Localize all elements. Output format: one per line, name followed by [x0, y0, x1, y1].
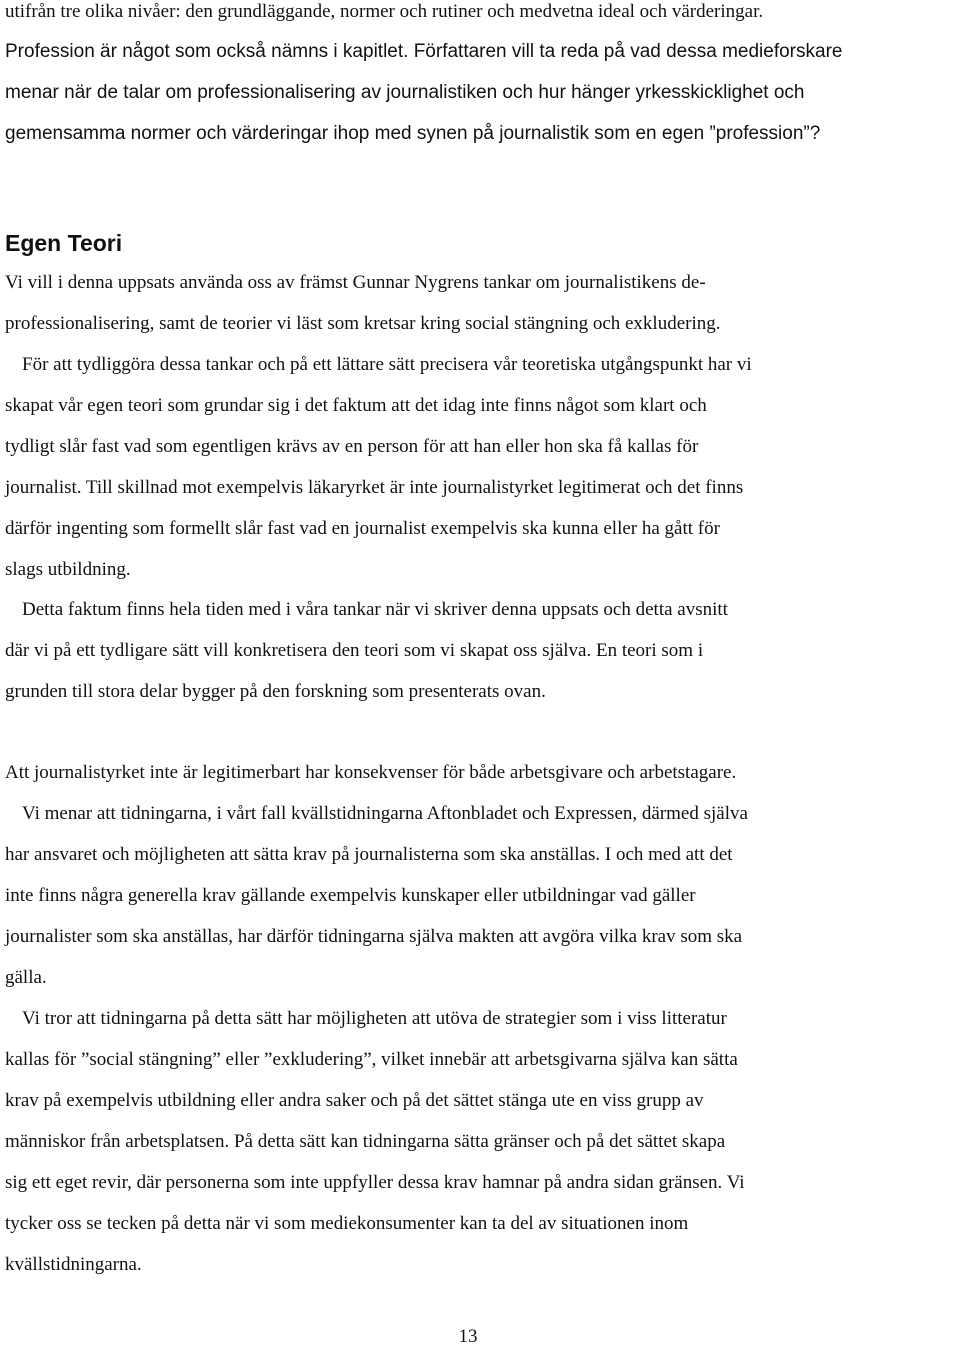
text-line: slags utbildning.	[5, 559, 131, 580]
page-number: 13	[458, 1326, 478, 1347]
text-line: sig ett eget revir, där personerna som inte uppfyller dessa krav hamnar på andra sidan gränsen. Vi	[5, 1172, 745, 1193]
text-line: Detta faktum finns hela tiden med i våra tankar när vi skriver denna uppsats och detta avsnitt	[22, 599, 728, 620]
section-heading: Egen Teori	[5, 230, 123, 256]
text-line: journalist. Till skillnad mot exempelvis läkaryrket är inte journalistyrket legitimerat och det finns	[5, 477, 744, 498]
text-line: Vi vill i denna uppsats använda oss av främst Gunnar Nygrens tankar om journalistikens de-	[5, 272, 706, 293]
text-line: kvällstidningarna.	[5, 1254, 142, 1275]
text-line: tycker oss se tecken på detta när vi som mediekonsumenter kan ta del av situationen inom	[5, 1213, 689, 1234]
text-line: tydligt slår fast vad som egentligen krävs av en person för att han eller hon ska få kallas för	[5, 436, 699, 457]
text-line: journalister som ska anställas, har därför tidningarna själva makten att avgöra vilka krav som ska	[5, 926, 743, 947]
text-line: krav på exempelvis utbildning eller andra saker och på det sättet stänga ute en viss grupp av	[5, 1090, 704, 1111]
text-line: Vi tror att tidningarna på detta sätt har möjligheten att utöva de strategier som i viss litteratur	[22, 1008, 727, 1029]
text-line: där vi på ett tydligare sätt vill konkretisera den teori som vi skapat oss själva. En teori som i	[5, 640, 704, 661]
text-line: utifrån tre olika nivåer: den grundläggande, normer och rutiner och medvetna ideal och värderingar.	[5, 1, 764, 22]
text-line: kallas för ”social stängning” eller ”exkludering”, vilket innebär att arbetsgivarna själva kan sätta	[5, 1049, 738, 1070]
text-line: För att tydliggöra dessa tankar och på ett lättare sätt precisera vår teoretiska utgångspunkt har vi	[22, 354, 752, 375]
text-line: grunden till stora delar bygger på den forskning som presenterats ovan.	[5, 681, 546, 702]
text-line: gälla.	[5, 967, 47, 988]
text-line: inte finns några generella krav gällande exempelvis kunskaper eller utbildningar vad gäller	[5, 885, 696, 906]
text-line: professionalisering, samt de teorier vi läst som kretsar kring social stängning och exkludering.	[5, 313, 721, 334]
text-line: gemensamma normer och värderingar ihop med synen på journalistik som en egen ”profession”?	[5, 123, 821, 144]
text-line: därför ingenting som formellt slår fast vad en journalist exempelvis ska kunna eller ha gått för	[5, 518, 720, 539]
text-line: menar när de talar om professionalisering av journalistiken och hur hänger yrkesskicklighet och	[5, 82, 805, 103]
text-line: Profession är något som också nämns i kapitlet. Författaren vill ta reda på vad dessa medieforskare	[5, 41, 843, 62]
text-line: skapat vår egen teori som grundar sig i det faktum att det idag inte finns något som klart och	[5, 395, 707, 416]
text-line: Att journalistyrket inte är legitimerbart har konsekvenser för både arbetsgivare och arbetstagare.	[5, 762, 737, 783]
text-line: Vi menar att tidningarna, i vårt fall kvällstidningarna Aftonbladet och Expressen, därmed själva	[22, 803, 748, 824]
text-line: människor från arbetsplatsen. På detta sätt kan tidningarna sätta gränser och på det sättet skapa	[5, 1131, 726, 1152]
text-line: har ansvaret och möjligheten att sätta krav på journalisterna som ska anställas. I och med att det	[5, 844, 733, 865]
